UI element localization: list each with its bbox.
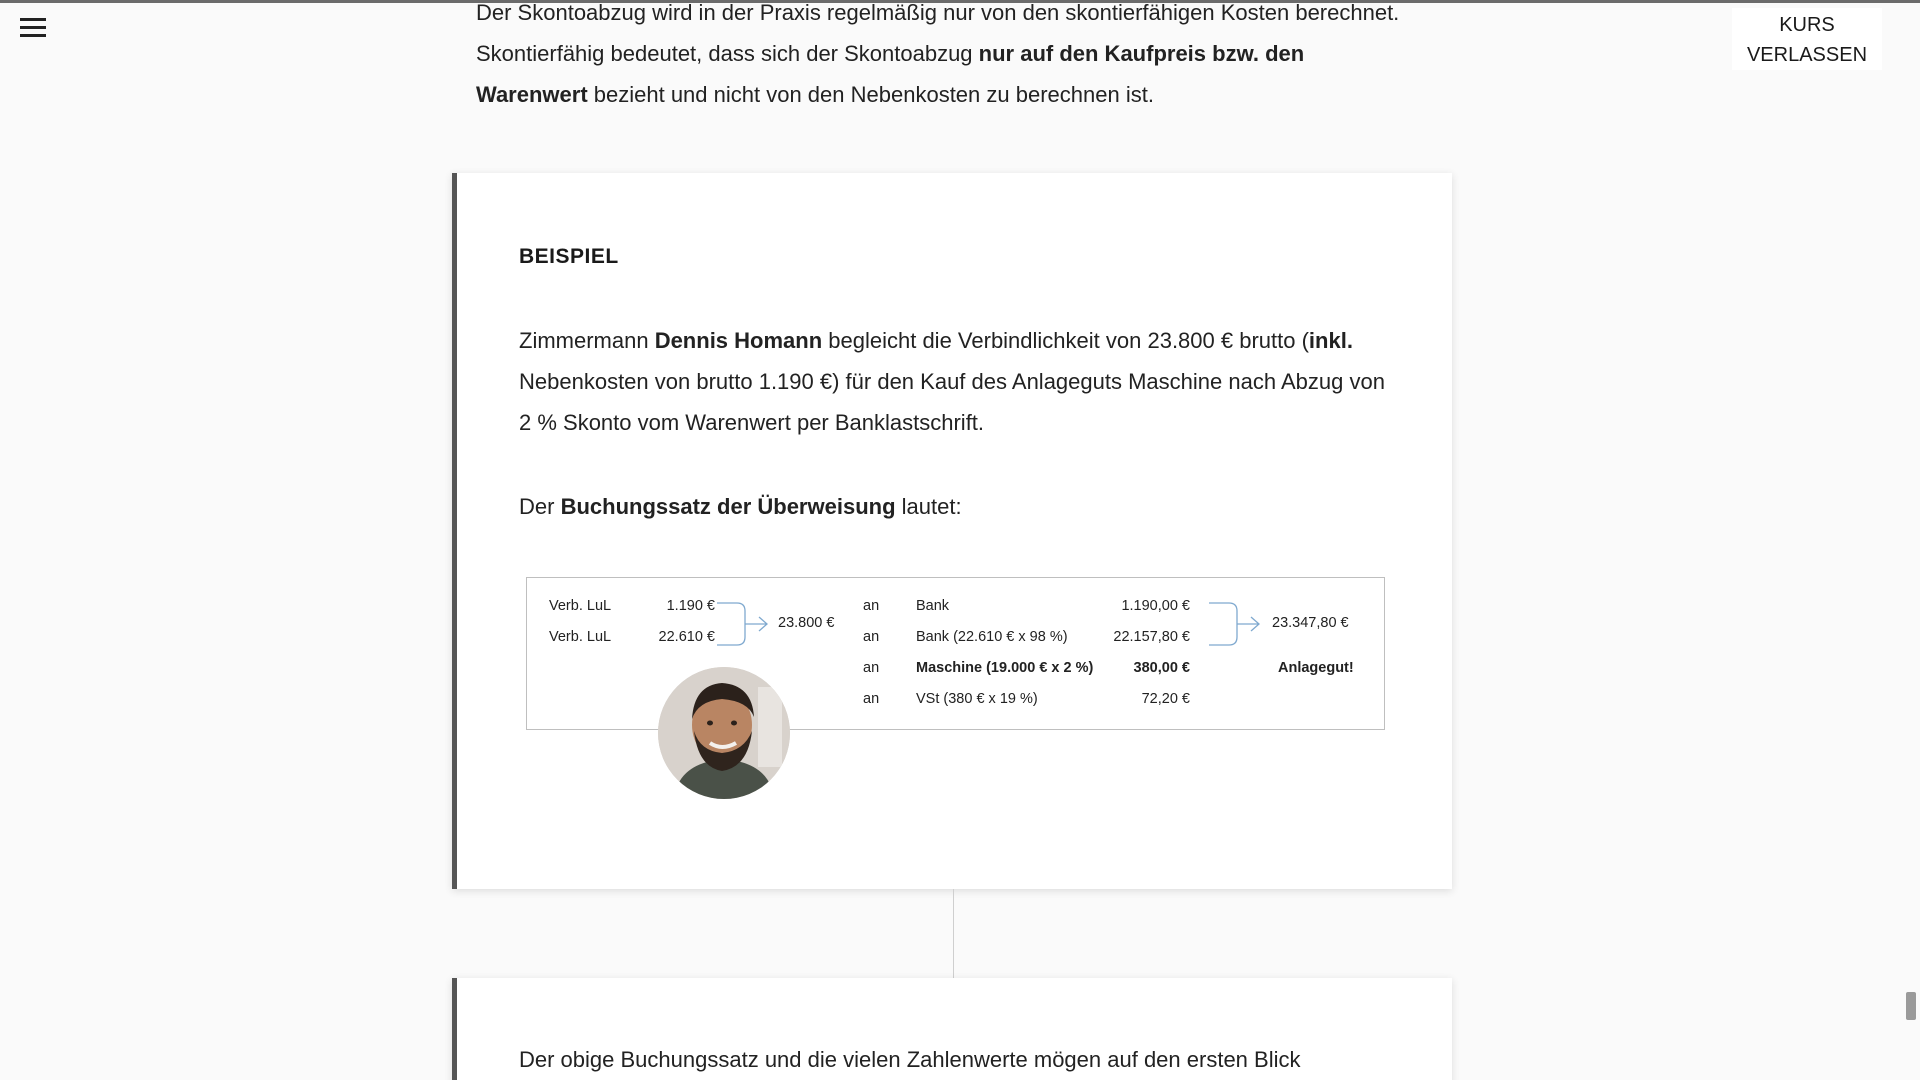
scrollbar-thumb[interactable]	[1906, 992, 1916, 1020]
asset-note: Anlagegut!	[1278, 660, 1354, 676]
debit-total: 23.800 €	[778, 615, 835, 631]
booking-table	[526, 577, 1385, 730]
intro-line-1: Der Skontoabzug wird in der Praxis regelmäßig nur von den skontierfähigen Kosten berechnet.	[476, 0, 1400, 25]
example-card	[452, 173, 1452, 889]
credit-account-3: Maschine (19.000 € x 2 %)	[916, 660, 1094, 676]
credit-account-1: Bank	[916, 598, 950, 614]
debit-account-2: Verb. LuL	[549, 629, 612, 645]
booking-intro-bold: Buchungssatz der Überweisung	[560, 494, 896, 519]
credit-an-2: an	[863, 629, 880, 645]
person-avatar	[658, 667, 790, 799]
example-label: BEISPIEL	[519, 245, 619, 268]
credit-amount-1: 1.190,00 €	[1121, 598, 1190, 614]
credit-an-4: an	[863, 691, 880, 707]
bracket-arrow-icon	[711, 600, 781, 650]
booking-intro-c: lautet:	[895, 494, 962, 519]
example-text-inkl: inkl.	[1308, 328, 1353, 353]
bracket-arrow-icon-2	[1203, 600, 1273, 650]
intro-line-3-bold: Warenwert	[476, 82, 588, 107]
credit-amount-3: 380,00 €	[1133, 660, 1190, 676]
bank-total: 23.347,80 €	[1272, 615, 1349, 631]
example-text-a: Zimmermann	[519, 328, 655, 353]
credit-account-2: Bank (22.610 € x 98 %)	[916, 629, 1068, 645]
credit-amount-4: 72,20 €	[1141, 691, 1190, 707]
example-text-e: Nebenkosten von brutto 1.190 €) für den Kauf des Anlageguts Maschine nach Abzug von 2 % Skonto vom Warenwert per Banklastschrift.	[519, 369, 1385, 435]
exit-course-button[interactable]	[1732, 8, 1882, 70]
debit-amount-2: 22.610 €	[658, 629, 715, 645]
example-paragraph	[519, 320, 1399, 443]
debit-account-1: Verb. LuL	[549, 598, 612, 614]
credit-an-3: an	[863, 660, 880, 676]
booking-intro	[519, 486, 1399, 527]
credit-account-4: VSt (380 € x 19 %)	[916, 691, 1038, 707]
intro-line-2-bold: nur auf den Kaufpreis bzw. den	[978, 41, 1305, 66]
booking-intro-a: Der	[519, 494, 561, 519]
exit-course-label-1: KURS	[1779, 14, 1835, 36]
followup-text: Der obige Buchungssatz und die vielen Zahlenwerte mögen auf den ersten Blick	[519, 1047, 1301, 1072]
exit-course-label-2: VERLASSEN	[1746, 44, 1868, 66]
credit-an-1: an	[863, 598, 880, 614]
person-portrait-icon	[658, 667, 790, 799]
followup-card	[452, 978, 1452, 1080]
intro-paragraph	[476, 0, 1456, 115]
intro-line-2	[476, 33, 1456, 74]
hamburger-menu-icon[interactable]	[12, 10, 52, 46]
credit-amount-2: 22.157,80 €	[1113, 629, 1190, 645]
person-name: Dennis Homann	[654, 328, 823, 353]
intro-line-3	[476, 74, 1456, 115]
section-connector-line	[953, 889, 954, 978]
debit-amount-1: 1.190 €	[666, 598, 715, 614]
example-text-c: begleicht die Verbindlichkeit von 23.800 € brutto (	[822, 328, 1309, 353]
intro-line-2-text: Skontierfähig bedeutet, dass sich der Skontoabzug	[476, 41, 979, 66]
intro-line-3-text: bezieht und nicht von den Nebenkosten zu berechnen ist.	[587, 82, 1154, 107]
